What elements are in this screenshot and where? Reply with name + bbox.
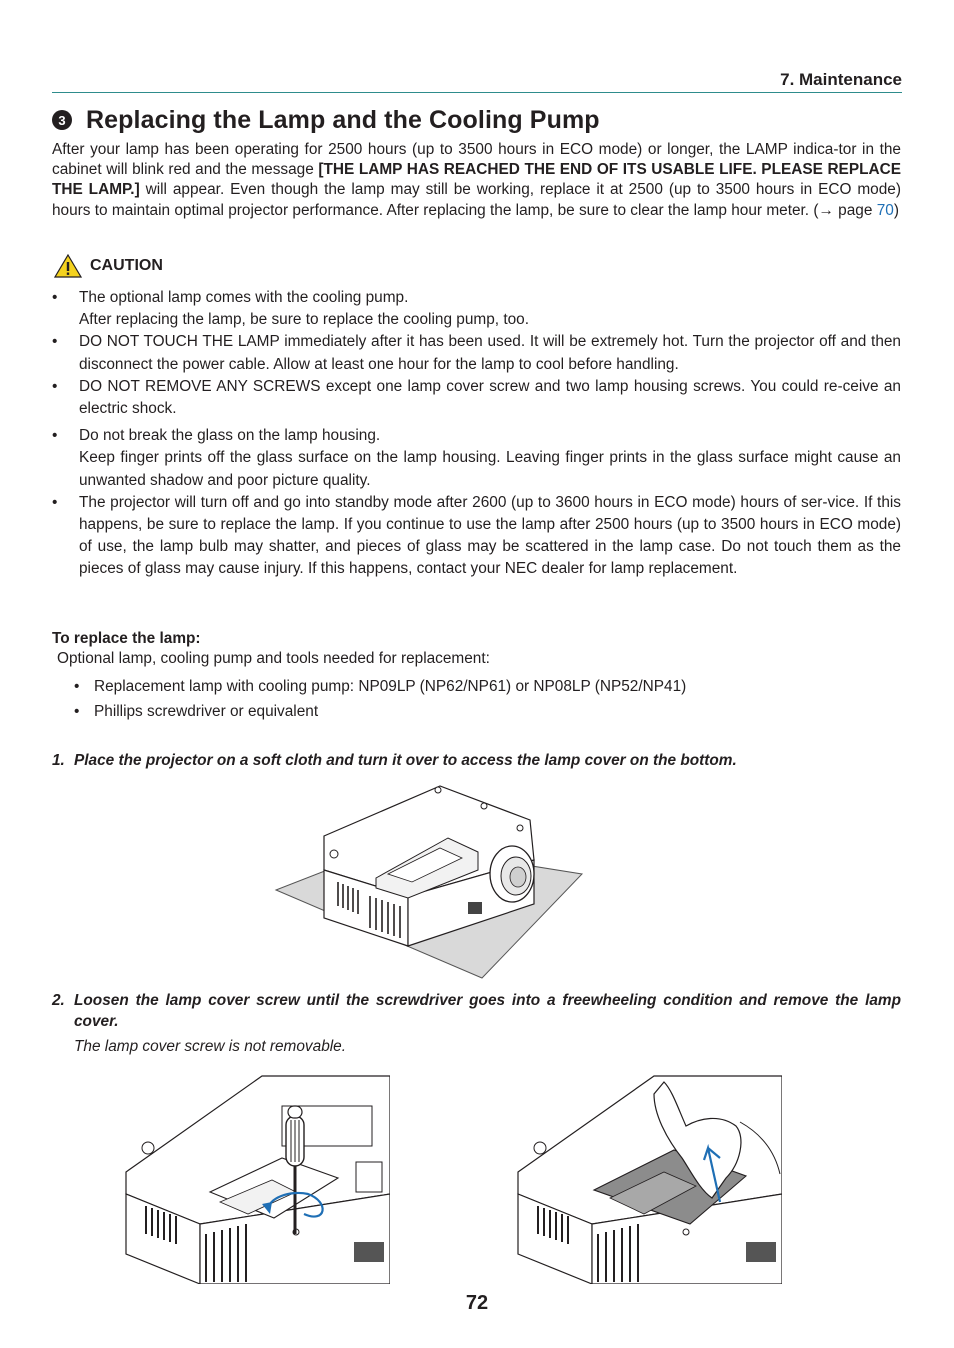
bullet: •: [52, 493, 58, 511]
remove-cover-illustration: [514, 1074, 782, 1284]
intro-text-1: After your lamp has been operating for 2500 hours (up to 3500 hours in ECO mode) or longer, the LAMP indica-tor in the cabinet will blink red and the message: [52, 141, 901, 179]
list-item: [52, 287, 901, 331]
page-number: 72: [465, 1292, 489, 1314]
close-paren: ): [893, 201, 899, 219]
caution-text: Keep finger prints off the glass surface on the lamp housing. Leaving finger prints in the glass surface might cause an unwanted shadow and poor picture quality.: [79, 449, 901, 489]
caution-list: [52, 287, 901, 581]
parts-list: [74, 674, 686, 724]
caution-text: After replacing the lamp, be sure to replace the cooling pump, too.: [79, 311, 530, 329]
page-link[interactable]: 70: [876, 201, 894, 219]
page-title: [52, 104, 912, 136]
caution-text: DO NOT TOUCH THE LAMP immediately after it has been used. It will be extremely hot. Turn the projector off and then disconnect the power cable. Allow at least one hour for the lamp to cool before handling.: [79, 333, 901, 373]
section-label: 7. Maintenance: [780, 70, 902, 89]
list-item: [74, 699, 686, 724]
caution-text: DO NOT REMOVE ANY SCREWS except one lamp cover screw and two lamp housing screws. You could re-ceive an electric shock.: [79, 377, 901, 418]
title-text: Replacing the Lamp and the Cooling Pump: [86, 105, 600, 134]
caution-heading: [54, 253, 163, 279]
list-item: [52, 376, 901, 420]
part-text: Phillips screwdriver or equivalent: [94, 703, 319, 720]
projector-on-cloth-illustration: [272, 778, 584, 980]
step-number: 1.: [52, 752, 65, 769]
step-2: [52, 991, 901, 1032]
loosen-screw-illustration: [122, 1074, 390, 1284]
intro-paragraph: [52, 140, 901, 221]
step-text: Place the projector on a soft cloth and turn it over to access the lamp cover on the bottom.: [74, 752, 737, 769]
bullet: •: [52, 289, 58, 306]
bullet: •: [74, 678, 80, 695]
caution-label: CAUTION: [90, 257, 163, 274]
intro-text-2: will appear. Even though the lamp may still be working, replace it at 2500 (up to 3500 hours in ECO mode) hours to maintain optimal projector performance. After replacing the lamp, be sure to clear the lamp hour meter. (: [52, 181, 901, 219]
step-text: Loosen the lamp cover screw until the screwdriver goes into a freewheeling condition and remove the lamp cover.: [74, 992, 901, 1030]
bullet: •: [74, 703, 80, 720]
part-text: Replacement lamp with cooling pump: NP09LP (NP62/NP61) or NP08LP (NP52/NP41): [94, 678, 687, 695]
bullet: •: [52, 333, 58, 351]
section-header: [52, 70, 902, 93]
replace-subtext: Optional lamp, cooling pump and tools needed for replacement:: [57, 650, 490, 667]
warning-icon: [54, 254, 82, 278]
arrow-glyph: →: [818, 201, 834, 219]
page-word: page: [833, 201, 877, 219]
caution-text: Do not break the glass on the lamp housing.: [79, 427, 381, 445]
caution-text: The projector will turn off and go into standby mode after 2600 (up to 3600 hours in ECO mode) hours of ser-vice. If this happens, be sure to replace the lamp. If you continue to use the lamp after 2500 hours (up to 3500 hours in ECO mode) of use, the lamp bulb may shatter, and pieces of glass may be scattered in the lamp case. Do not touch them as the pieces of glass may cause injury. If this happens, contact your NEC dealer for lamp replacement.: [79, 493, 901, 578]
list-item: [52, 492, 901, 581]
bullet: •: [52, 377, 58, 395]
step-number: 2.: [52, 992, 65, 1009]
list-item: [52, 331, 901, 375]
section-number-badge: 3: [52, 110, 72, 130]
caution-text: The optional lamp comes with the cooling pump.: [79, 289, 409, 306]
bullet: •: [52, 427, 58, 445]
replace-heading: To replace the lamp:: [52, 630, 201, 647]
list-item: [74, 674, 686, 699]
step-1: [52, 751, 901, 772]
intro-message: [THE LAMP HAS REACHED THE END OF ITS USABLE LIFE. PLEASE REPLACE THE LAMP.]: [52, 161, 901, 199]
list-item: [52, 425, 901, 492]
step-2-note: The lamp cover screw is not removable.: [74, 1038, 347, 1055]
